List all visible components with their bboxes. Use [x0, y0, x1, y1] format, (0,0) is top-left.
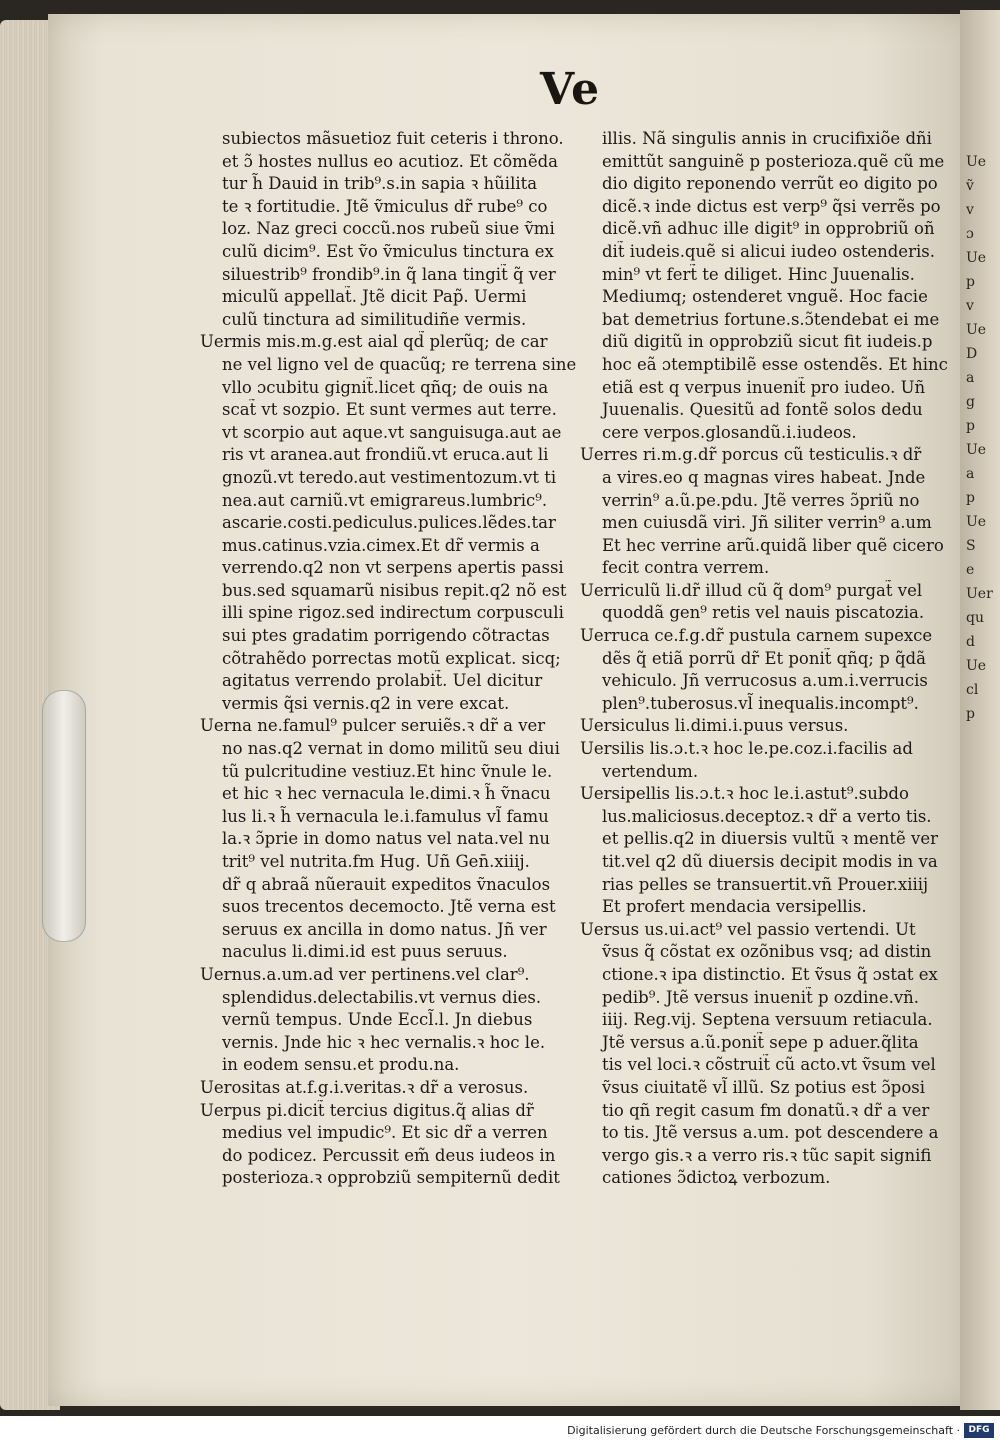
text-line: trit⁹ vel nutrita.fm Hug. Uñ Gen̄.xiiij. [222, 852, 530, 871]
text-line: ascarie.costi.pediculus.pulices.lẽdes.tar [222, 513, 556, 533]
text-line: suos trecentos decemocto. Jtẽ verna est [222, 897, 556, 917]
facing-page-fragment: a [966, 466, 975, 482]
facing-page-fragment: p [966, 706, 975, 722]
text-line: Et profert mendacia versipellis. [602, 897, 867, 917]
page-clip [42, 690, 86, 942]
text-line: et pellis.q2 in diuersis vultũ ꝛ mentẽ ver [602, 829, 938, 849]
left-text-column [200, 128, 578, 1190]
text-line: la.ꝛ ɔ̃prie in domo natus vel nata.vel nu [222, 829, 550, 849]
facing-page-fragment: p [966, 418, 975, 434]
text-line: ṽsus ciuitatẽ vl̃ illũ. Sz potius est ɔ̃posi [602, 1077, 926, 1097]
text-line: cationes ɔ̃dictoꝝ verbozum. [602, 1168, 831, 1188]
text-line: cõtrahẽdo porrectas motũ explicat. sicq; [222, 648, 561, 668]
text-line: ctione.ꝛ ipa distinctio. Et ṽsus q̃ ɔstat ex [602, 964, 938, 984]
text-line: verrin⁹ a.ũ.pe.pdu. Jtẽ verres ɔ̃priũ no [602, 490, 920, 510]
text-line: pedib⁹. Jtẽ versus inuenit̃ p ozdine.vñ. [602, 987, 920, 1007]
text-line: agitatus verrendo prolabit̃. Uel dicitur [222, 671, 543, 691]
text-line: Uernus.a.um.ad ver pertinens.vel clar⁹. [200, 964, 530, 984]
facing-page-fragment: D [966, 346, 978, 362]
facing-page-fragment: Ue [966, 514, 987, 530]
text-line: quoddã gen⁹ retis vel nauis piscatozia. [602, 603, 925, 623]
facing-page-fragment: ɔ [966, 226, 974, 242]
text-line: Uersilis lis.ɔ.t.ꝛ hoc le.pe.coz.i.facilis ad [580, 739, 913, 759]
text-line: loz. Naz greci coccũ.nos rubeũ siue ṽmi [222, 219, 555, 239]
facing-page-edge [960, 10, 1000, 1410]
facing-page-fragment: v [966, 298, 974, 314]
text-line: diũ digitũ in opprobziũ sicut fit iudeis.p [602, 332, 933, 352]
text-line: tis vel loci.ꝛ cõstruit̃ cũ acto.vt ṽsum vel [602, 1055, 936, 1075]
facing-page-fragment: S [966, 538, 976, 554]
text-line: posterioza.ꝛ opprobziũ sempiternũ dedit [222, 1168, 560, 1188]
text-line: Uermis mis.m.g.est aial qd̃ plerũq; de car [200, 332, 548, 352]
text-line: to tis. Jtẽ versus a.um. pot descendere a [602, 1123, 939, 1143]
text-line: illis. Nã singulis annis in crucifixiõe dñi [602, 129, 932, 148]
text-line: Uerres ri.m.g.dr̃ porcus cũ testiculis.ꝛ dr̃ [580, 445, 922, 465]
text-line: dicẽ.ꝛ inde dictus est verp⁹ q̃si verrẽs po [602, 196, 941, 216]
text-line: Uerositas at.f.g.i.veritas.ꝛ dr̃ a verosus. [200, 1077, 529, 1097]
text-line: scat̃ vt sozpio. Et sunt vermes aut terre. [222, 400, 557, 420]
text-line: te ꝛ fortitudie. Jtẽ ṽmiculus dr̃ rube⁹ co [222, 196, 548, 216]
text-line: Et hec verrine arũ.quidã liber quẽ cicero [602, 535, 944, 555]
facing-page-fragment: v [966, 202, 974, 218]
facing-page-fragment: p [966, 274, 975, 290]
text-line: vt scorpio aut aque.vt sanguisuga.aut ae [222, 422, 562, 442]
text-line: bus.sed squamarũ nisibus repit.q2 nõ est [222, 580, 567, 600]
text-line: splendidus.delectabilis.vt vernus dies. [222, 987, 542, 1007]
text-line: tit.vel q2 dũ diuersis decipit modis in va [602, 852, 938, 871]
text-line: dr̃ q abraã nũerauit expeditos ṽnaculos [222, 874, 551, 894]
facing-page-fragment: g [966, 394, 975, 410]
facing-page-fragment: qu [966, 610, 984, 626]
facing-page-fragment: Ue [966, 442, 987, 458]
text-line: dicẽ.vñ adhuc ille digit⁹ in opprobriũ oñ [602, 219, 935, 239]
text-line: vertendum. [602, 761, 699, 781]
right-text-column [580, 128, 950, 1190]
text-line: Uersus us.ui.act⁹ vel passio vertendi. Ut [580, 919, 916, 939]
text-line: Mediumq; ostenderet vnguẽ. Hoc facie [602, 287, 928, 307]
text-line: naculus li.dimi.id est puus seruus. [222, 942, 508, 962]
text-line: iiij. Reg.vij. Septena versuum retiacula. [602, 1010, 933, 1030]
footer-bar [0, 1416, 1000, 1446]
text-line: men cuiusdã viri. Jñ siliter verrin⁹ a.um [602, 513, 932, 533]
text-line: vehiculo. Jñ verrucosus a.um.i.verrucis [602, 671, 928, 691]
text-line: sui ptes gradatim porrigendo cõtractas [222, 626, 550, 646]
text-line: etiã est q verpus inuenit̃ pro iudeo. Uñ [602, 377, 926, 397]
facing-page-fragment: p [966, 490, 975, 506]
text-line: et ɔ̃ hostes nullus eo acutioz. Et cõmẽda [222, 151, 558, 171]
facing-page-fragment: Ue [966, 658, 987, 674]
text-line: in eodem sensu.et produ.na. [222, 1055, 460, 1075]
text-line: Uerruca ce.f.g.dr̃ pustula carnem supexce [580, 626, 933, 646]
text-line: dẽs q̃ etiã porrũ dr̃ Et ponit̃ qñq; p q̃dã [602, 648, 926, 668]
text-line: ris vt aranea.aut frondiũ.vt eruca.aut li [222, 445, 549, 465]
text-line: Uersiculus li.dimi.i.puus versus. [580, 716, 849, 736]
text-line: nea.aut carniũ.vt emigrareus.lumbric⁹. [222, 490, 548, 510]
facing-page-fragment: Ue [966, 250, 987, 266]
text-line: siluestrib⁹ frondib⁹.in q̃ lana tingit̃ q̃ ver [222, 264, 556, 284]
text-line: ne vel ligno vel de quacũq; re terrena sine [222, 354, 577, 374]
facing-page-fragment: Ue [966, 154, 987, 170]
text-line: min⁹ vt fert̃ te diliget. Hinc Juuenalis. [602, 264, 915, 284]
text-line: gnozũ.vt teredo.aut vestimentozum.vt ti [222, 467, 557, 487]
footer-credit: Digitalisierung gefördert durch die Deutsche Forschungsgemeinschaft · [567, 1424, 960, 1437]
text-line: seruus ex ancilla in domo natus. Jñ ver [222, 919, 547, 939]
text-line: Uerriculũ li.dr̃ illud cũ q̃ dom⁹ purgat̃ vel [580, 580, 923, 600]
text-line: et hic ꝛ hec vernacula le.dimi.ꝛ h̃ ṽnacu [222, 784, 551, 804]
facing-page-fragment: ṽ [966, 178, 974, 194]
text-line: miculũ appellat̃. Jtẽ dicit Pap̃. Uermi [222, 287, 527, 307]
text-line: vllo ɔcubitu gignit̃.licet qñq; de ouis na [222, 377, 549, 397]
text-line: Uerpus pi.dicit̃ tercius digitus.q̃ alias dr̃ [200, 1100, 534, 1120]
text-line: no nas.q2 vernat in domo militũ seu diui [222, 739, 560, 759]
text-line: Jtẽ versus a.ũ.ponit̃ sepe p aduer.q̃lita [602, 1032, 919, 1052]
text-line: hoc eã ɔtemptibilẽ esse ostendẽs. Et hinc [602, 354, 948, 374]
text-line: Uersipellis lis.ɔ.t.ꝛ hoc le.i.astut⁹.subdo [580, 784, 909, 804]
text-line: Juuenalis. Quesitũ ad fontẽ solos dedu [602, 400, 923, 420]
facing-page-fragment: d [966, 634, 975, 650]
text-line: dit̃ iudeis.quẽ si alicui iudeo ostenderis. [602, 241, 935, 261]
text-line: vernũ tempus. Unde Eccl̃.l. Jn diebus [222, 1010, 533, 1030]
facing-page-fragment: cl [966, 682, 979, 698]
text-line: verrendo.q2 non vt serpens apertis passi [222, 558, 564, 578]
facing-page-fragment: a [966, 370, 975, 386]
text-line: tio qñ regit casum fm donatũ.ꝛ dr̃ a ver [602, 1100, 930, 1120]
text-line: do podicez. Percussit em̃ deus iudeos in [222, 1145, 556, 1165]
facing-page-fragment: Uer [966, 586, 993, 602]
text-line: vernis. Jnde hic ꝛ hec vernalis.ꝛ hoc le. [222, 1032, 546, 1052]
text-line: vermis q̃si vernis.q2 in vere excat. [222, 693, 510, 713]
text-line: medius vel impudic⁹. Et sic dr̃ a verren [222, 1123, 548, 1143]
text-line: mus.catinus.vzia.cimex.Et dr̃ vermis a [222, 535, 540, 555]
facing-page-fragment: e [966, 562, 975, 578]
text-line: Uerna ne.famul⁹ pulcer seruiẽs.ꝛ dr̃ a ver [200, 716, 546, 736]
text-line: tur h̃ Dauid in trib⁹.s.in sapia ꝛ hũilita [222, 174, 538, 194]
text-line: vergo gis.ꝛ a verro ris.ꝛ tũc sapit signifi [602, 1145, 932, 1165]
text-line: plen⁹.tuberosus.vl̃ inequalis.incompt⁹. [602, 693, 919, 713]
running-head: Ve [540, 64, 601, 115]
facing-page-text [966, 150, 1000, 726]
text-line: dio digito reponendo verrũt eo digito po [602, 174, 938, 194]
text-line: lus li.ꝛ h̃ vernacula le.i.famulus vl̃ famu [222, 806, 549, 826]
text-line: fecit contra verrem. [602, 558, 770, 578]
text-line: bat demetrius fortune.s.ɔ̃tendebat ei me [602, 309, 940, 329]
text-line: lus.maliciosus.deceptoz.ꝛ dr̃ a verto tis. [602, 806, 932, 826]
facing-page-fragment: Ue [966, 322, 987, 338]
text-line: ṽsus q̃ cõstat ex ozõnibus vsq; ad distin [602, 942, 932, 962]
text-line: a vires.eo q magnas vires habeat. Jnde [602, 467, 926, 487]
text-line: culũ tinctura ad similitudiñe vermis. [222, 309, 527, 329]
text-line: culũ dicim⁹. Est ṽo ṽmiculus tinctura ex [222, 241, 554, 261]
text-line: emittũt sanguinẽ p posterioza.quẽ cũ me [602, 151, 945, 171]
text-line: cere verpos.glosandũ.i.iudeos. [602, 422, 857, 442]
text-line: subiectos mãsuetioz fuit ceteris i throno. [222, 129, 564, 148]
text-line: tũ pulcritudine vestiuz.Et hinc ṽnule le. [222, 761, 553, 781]
dfg-logo: DFG [964, 1423, 994, 1438]
text-line: rias pelles se transuertit.vñ Prouer.xiiij [602, 874, 929, 894]
text-line: illi spine rigoz.sed indirectum corpusculi [222, 603, 564, 623]
